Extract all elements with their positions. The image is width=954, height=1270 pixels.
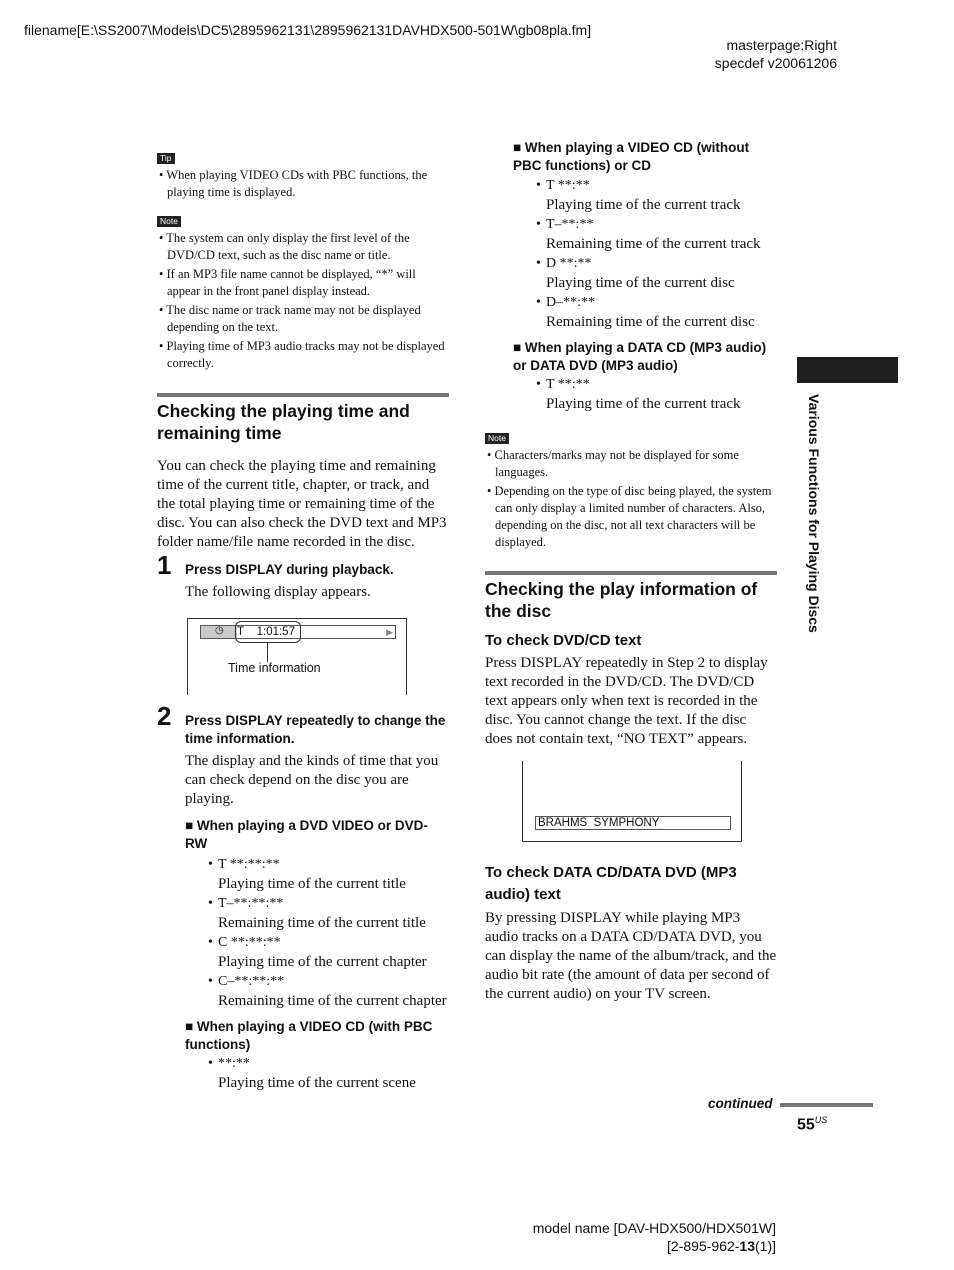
note-list	[485, 447, 777, 551]
list-item: • Characters/marks may not be displayed for some languages.	[487, 448, 739, 479]
play-icon: ▶	[386, 626, 393, 637]
doc-code-bold: 13	[739, 1238, 755, 1254]
time-code: • T **:**:**	[210, 855, 449, 874]
data-text-paragraph: By pressing DISPLAY while playing MP3 audio tracks on a DATA CD/DATA DVD, you can display the name of the album/track, and the audio bit rate (the amount of data per second of the current audio) on your TV screen.	[485, 910, 777, 1002]
step-number: 1	[157, 550, 172, 580]
specdef-header: specdef v20061206	[714, 55, 837, 71]
progress-area	[301, 626, 395, 638]
time-code: • C **:**:**	[210, 933, 449, 952]
time-code: • T–**:**:**	[210, 894, 449, 913]
time-code: • D **:**	[538, 254, 777, 273]
time-item	[210, 855, 449, 894]
list-item: • The disc name or track name may not be displayed depending on the text.	[159, 303, 421, 334]
note-label: Note	[485, 433, 509, 444]
dvd-subheading: ■ When playing a DVD VIDEO or DVD-RW	[185, 817, 428, 851]
continued-label: continued	[708, 1096, 773, 1111]
time-item	[538, 375, 777, 414]
time-code: • D–**:**	[538, 293, 777, 312]
vcd-time-list	[538, 176, 777, 332]
time-description: Playing time of the current track	[546, 197, 741, 213]
callout-oval	[235, 621, 301, 643]
page-number-value: 55	[797, 1116, 815, 1134]
data-time-list	[538, 375, 777, 414]
time-description: Playing time of the current disc	[546, 275, 735, 291]
tip-label: Tip	[157, 153, 175, 164]
intro-paragraph: You can check the playing time and remaining time of the current title, chapter, or track, and the total playing time or remaining time of the disc. You can also check the DVD text and MP3 folder name/file name recorded in the disc.	[157, 458, 447, 550]
dvdcd-text-heading: To check DVD/CD text	[485, 632, 642, 649]
time-description: Playing time of the current scene	[218, 1074, 416, 1091]
right-column	[485, 139, 777, 1004]
time-readout: T 1:01:57	[237, 625, 295, 638]
dvdcd-text-paragraph: Press DISPLAY repeatedly in Step 2 to display text recorded in the DVD/CD. The DVD/CD text appears only when text is recorded in the disc. You cannot change the text. If the disc does not contain text, “NO TEXT” appears.	[485, 655, 768, 747]
callout-line	[267, 642, 268, 662]
section-title: Checking the play information of the disc	[485, 579, 758, 621]
time-code: • C–**:**:**	[210, 972, 449, 991]
time-description: Remaining time of the current title	[218, 914, 426, 931]
list-item: • The system can only display the first level of the DVD/CD text, such as the disc name or title.	[159, 231, 410, 262]
list-item: • Depending on the type of disc being played, the system can only display a limited number of characters. Also, depending on the disc, not all text characters will be displayed.	[487, 484, 772, 549]
list-item: • When playing VIDEO CDs with PBC functions, the playing time is displayed.	[159, 168, 428, 199]
time-description: Playing time of the current chapter	[218, 953, 427, 970]
tip-list	[157, 167, 449, 201]
time-display-illustration	[187, 618, 407, 695]
filename-header: filename[E:\SS2007\Models\DC5\2895962131\2895962131DAVHDX500-501W\gb08pla.fm]	[24, 22, 592, 38]
time-item	[210, 933, 449, 972]
side-tab-label: Various Functions for Playing Discs	[806, 394, 822, 633]
left-column	[157, 148, 449, 1093]
step-2	[157, 700, 449, 1093]
time-item	[210, 972, 449, 1011]
time-item	[210, 894, 449, 933]
section-rule	[485, 571, 777, 575]
doc-code-pre: [2-895-962-	[667, 1238, 740, 1254]
note-section	[485, 428, 777, 551]
vcd-subheading: ■ When playing a VIDEO CD (without PBC functions) or CD	[513, 140, 750, 173]
section-rule	[157, 393, 449, 397]
time-info-caption: Time information	[228, 660, 321, 675]
time-description: Playing time of the current title	[218, 875, 406, 892]
step-title: Press DISPLAY during playback.	[185, 562, 394, 577]
time-code: • **:**	[210, 1054, 449, 1073]
model-name: model name [DAV-HDX500/HDX501W]	[532, 1220, 776, 1236]
step-title: Press DISPLAY repeatedly to change the time information.	[185, 712, 446, 746]
data-text-heading: To check DATA CD/DATA DVD (MP3 audio) text	[485, 864, 737, 903]
time-description: Remaining time of the current track	[546, 236, 761, 252]
time-code: • T **:**	[538, 176, 777, 195]
step-text: The following display appears.	[185, 583, 371, 600]
side-tab	[805, 394, 829, 694]
time-item	[538, 215, 777, 254]
dvd-time-list	[210, 855, 449, 1011]
doc-code-post: (1)]	[755, 1238, 776, 1254]
time-description: Playing time of the current track	[546, 396, 741, 412]
time-description: Remaining time of the current chapter	[218, 992, 447, 1009]
note-list	[157, 230, 449, 372]
side-tab-block	[797, 357, 898, 383]
doc-code	[667, 1238, 776, 1254]
data-subheading: ■ When playing a DATA CD (MP3 audio) or DATA DVD (MP3 audio)	[513, 340, 767, 373]
list-item: • Playing time of MP3 audio tracks may not be displayed correctly.	[159, 339, 445, 370]
note-label: Note	[157, 216, 181, 227]
time-item	[538, 176, 777, 215]
page-number-suffix: US	[814, 1115, 828, 1125]
step-number: 2	[157, 700, 172, 731]
section-title: Checking the playing time and remaining time	[157, 401, 410, 443]
time-item	[538, 293, 777, 332]
list-item: • If an MP3 file name cannot be displayed, “*” will appear in the front panel display instead.	[159, 267, 416, 298]
time-item	[210, 1054, 449, 1093]
text-display-illustration	[522, 761, 742, 842]
step-text: The display and the kinds of time that you can check depend on the disc you are playing.	[185, 752, 439, 807]
page-number	[797, 1115, 827, 1134]
disc-icon: ◷	[215, 624, 224, 636]
time-code: • T **:**	[538, 375, 777, 394]
time-description: Remaining time of the current disc	[546, 314, 755, 330]
tip-section	[157, 148, 449, 201]
time-item	[538, 254, 777, 293]
vcd-pbc-subheading: ■ When playing a VIDEO CD (with PBC functions)	[185, 1018, 433, 1052]
masterpage-header: masterpage:Right	[726, 37, 837, 53]
continued-rule	[780, 1103, 873, 1107]
note-section	[157, 211, 449, 372]
disc-text-readout: BRAHMS SYMPHONY	[535, 816, 731, 830]
vcd-pbc-time-list	[210, 1054, 449, 1093]
step-1	[157, 550, 449, 602]
time-code: • T–**:**	[538, 215, 777, 234]
